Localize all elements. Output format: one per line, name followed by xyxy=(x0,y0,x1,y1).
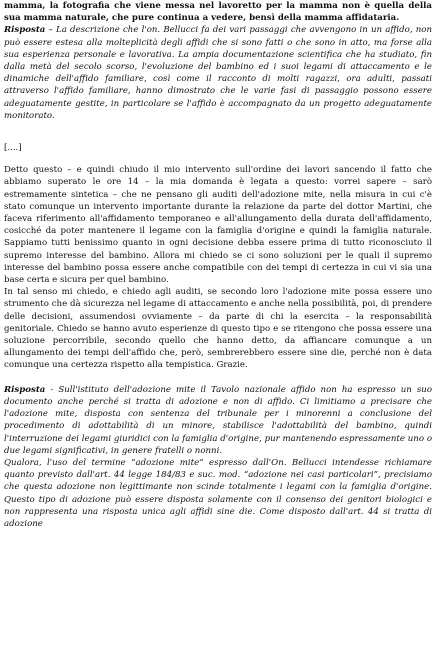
answer-text: - Sull'istituto dell'adozione mite il Tavolo nazionale affido non ha espresso un suo documento anche perché si tratta di adozione e non di affido. Ci limitiamo a precisare che l'adozione mite, disposta con sentenza del tribunale per i minorenni a conclusione del procedimento di adottabilità di un minore, stabilisce l'adottabilità del bambino, quindi l'interruzione dei legami giuridici con la famiglia d'origine, pur mantenendo espressamente uno o due legami significativi, in genere fratelli o nonni. xyxy=(4,384,432,456)
answer-text: – La descrizione che l'on. Bellucci fa dei vari passaggi che avvengono in un affido, non può essere estesa alla molteplicità degli affidi che si sono fatti o che sono in atto, ma forse alla sua esperienza personale e lavorativa. La ampia documentazione scientifica che ha studiato, fin dalla metà del secolo scorso, l'evoluzione del bambino ed i suoi legami di attaccamento e le dinamiche dell'affido familiare, così come il racconto di molti ragazzi, ora adulti, passati attraverso l'affido familiare, hanno dimostrato che le varie fasi di passaggio possono essere adeguatamente gestite, in particolare se l'affido è accompagnato da un progetto adeguatamente monitorato. xyxy=(4,25,432,121)
answer-label: Risposta xyxy=(4,384,46,395)
answer-paragraph-2 xyxy=(4,384,432,457)
answer-paragraph-1 xyxy=(4,24,432,122)
omission-marker: [....] xyxy=(4,143,22,154)
intro-paragraph: mamma, la fotografia che viene messa nel lavoretto per la mamma non è quella della sua mamma naturale, che pure continua a vedere, bensì della mamma affidataria. xyxy=(4,1,432,24)
spacer xyxy=(4,154,432,164)
question-paragraph-2: In tal senso mi chiedo, e chiedo agli auditi, se secondo loro l'adozione mite possa essere uno strumento che dà sicurezza nel legame di attaccamento e anche nella possibilità, poi, di prendere delle decisioni, assumendosi ovviamente – da parte di chi la esercita – la responsabilità genitoriale. Chiedo se hanno avuto esperienze di questo tipo e se ritengono che possa essere una soluzione percorribile, secondo quello che hanno detto, da affiancare comunque a un allungamento dei tempi dell'affido che, però, sembrerebbero essere sine die, perché non è data comunque una certezza rispetto alla tempistica. Grazie. xyxy=(4,287,432,371)
spacer xyxy=(4,122,432,142)
answer-label: Risposta xyxy=(4,25,46,36)
answer-paragraph-3: Qualora, l'uso del termine “adozione mite” espresso dall'On. Bellucci intendesse richiamare quanto previsto dall'art. 44 legge 184/83 e suc. mod. “adozione nei casi particolari”, precisiamo che questa adozione non legittimante non scinde totalmente i legami con la famiglia d'origine. Questo tipo di adozione può essere disposta solamente con il consenso dei genitori biologici e non rappresenta una risposta unica agli affidi sine die. Come disposto dall'art. 44 si tratta di adozione xyxy=(4,457,432,529)
document-page xyxy=(4,0,432,530)
spacer xyxy=(4,372,432,384)
question-paragraph-1: Detto questo – e quindi chiudo il mio intervento sull'ordine dei lavori sancendo il fatto che abbiamo superato le ore 14 – la mia domanda è legata a questo: vorrei sapere – sarò estremamente sintetica – che ne pensano gli auditi dell'adozione mite, nella misura in cui c'è stato comunque un intervento importante durante la relazione da parte del dottor Martini, che faceva riferimento all'affidamento temporaneo e all'allungamento della durata dell'affidamento, cosicché da poter mantenere il legame con la famiglia d'origine e quindi la famiglia naturale. Sappiamo tutti benissimo quanto in ogni decisione debba essere prima di tutto riconosciuto il supremo interesse del bambino. Allora mi chiedo se ci sono soluzioni per le quali il supremo interesse del bambino possa essere anche compatibile con dei tempi di certezza in cui vi sia una base certa e sicura per quel bambino. xyxy=(4,165,432,286)
